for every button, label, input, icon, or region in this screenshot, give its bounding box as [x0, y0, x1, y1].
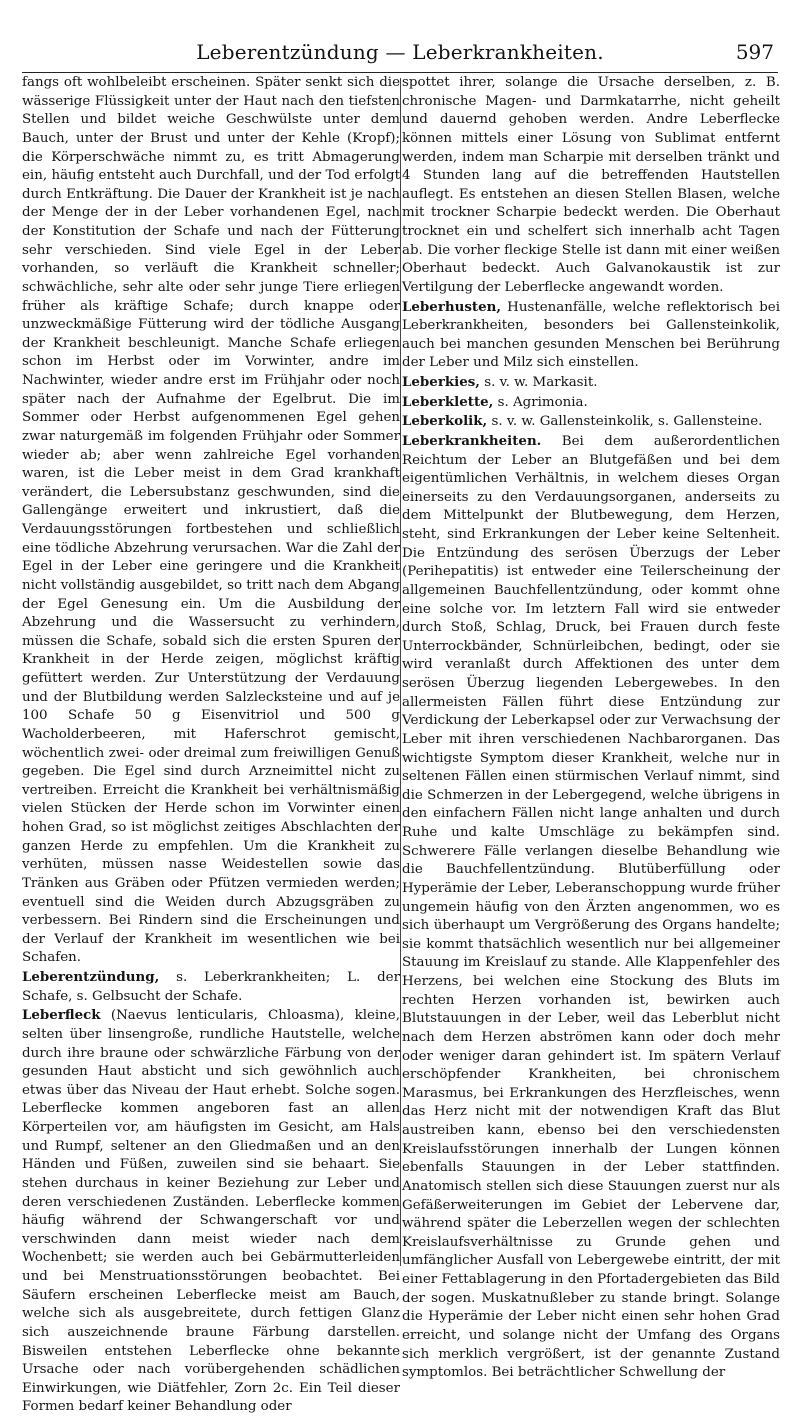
column-divider	[400, 78, 401, 1266]
headword: Leberentzündung,	[22, 969, 160, 985]
headword: Leberklette,	[402, 393, 494, 410]
headword: Leberkolik,	[402, 413, 488, 430]
entry-leberkrankheiten	[402, 432, 780, 1383]
running-title: Leberentzündung — Leberkrankheiten.	[196, 40, 604, 64]
entry-leberkies	[402, 373, 780, 393]
headword: Leberkrankheiten.	[402, 432, 542, 449]
entry-text: s. Agrimonia.	[493, 394, 588, 410]
left-column	[22, 74, 400, 1415]
entry-leberklette	[402, 393, 780, 413]
entry-leberkolik	[402, 412, 780, 432]
entry-text: s. v. w. Gallensteinkolik, s. Gallensteine.	[487, 414, 763, 430]
right-column	[402, 74, 780, 1381]
entry-text: s. v. w. Markasit.	[479, 375, 598, 390]
left-continuation-paragraph: fangs oft wohlbeleibt erscheinen. Später senkt sich die wässerige Flüssigkeit unter der Haut nach den tiefsten Stellen und bildet weiche Geschwülste unter dem Bauch, unter der Brust und unter der Kehle (Kropf); die Körperschwäche nimmt zu, es tritt Abmagerung ein, häufig entsteht auch Durchfall, und der Tod erfolgt durch Entkräftung. Die Dauer der Krankheit ist je nach der Menge der in der Leber vorhandenen Egel, nach der Konstitution der Schafe und nach der Fütterung sehr verschieden. Sind viele Egel in der Leber vorhanden, so verläuft die Krankheit schneller; schwächliche, sehr alte oder sehr junge Tiere erliegen früher als kräftige Schafe; durch knappe oder unzweckmäßige Fütterung wird der tödliche Ausgang der Krankheit beschleunigt. Manche Schafe erliegen schon im Herbst oder im Vorwinter, andre im Nachwinter, wieder andre erst im Frühjahr oder noch später nach der Aufnahme der Egelbrut. Die im Sommer oder Herbst aufgenommenen Egel gehen zwar naturgemäß im folgenden Frühjahr oder Sommer wieder ab; aber wenn zahlreiche Egel vorhanden waren, ist die Leber meist in dem Grad krankhaft verändert, die Lebersubstanz geschwunden, sind die Gallengänge erweitert und inkrustiert, daß die Verdauungsstörungen fortbestehen und schließlich eine tödliche Abzehrung verursachen. War die Zahl der Egel in der Leber eine geringere und die Krankheit nicht vollständig ausgebildet, so tritt nach dem Abgang der Egel Genesung ein. Um die Ausbildung der Abzehrung und die Wassersucht zu verhindern, müssen die Schafe, sobald sich die ersten Spuren der Krankheit in der Herde zeigen, möglichst kräftig gefüttert werden. Zur Unterstützung der Verdauung und der Blutbildung werden Salzlecksteine und auf je 100 Schafe 50 g Eisenvitriol und 500 g Wacholderbeeren, mit Haferschrot gemischt, wöchentlich zwei- oder dreimal zum freiwilligen Genuß gegeben. Die Egel sind durch Arzneimittel nicht zu vertreiben. Erreicht die Krankheit bei verhältnismäßig vielen Stücken der Herde schon im Vorwinter einen hohen Grad, so ist möglichst zeitiges Abschlachten der ganzen Herde zu empfehlen. Um die Krankheit zu verhüten, müssen nasse Weidestellen sowie das Tränken aus Gräben oder Pfützen vermieden werden; eventuell sind die Weiden durch Abzugsgräben zu verbessern. Bei Rindern sind die Erscheinungen und der Verlauf der Krankheit im wesentlichen wie bei Schafen.	[22, 75, 400, 966]
entry-text: (Naevus lenticularis, Chloasma), kleine, selten über linsengroße, rundliche Hautstelle, welche durch ihre braune oder schwärzliche Färbung von der gesunden Haut absticht und sich gewöhnlich auch etwas über das Niveau der Haut erhebt. Solche sogen. Leberflecke kommen angeboren fast an allen Körperteilen vor, am häufigsten im Gesicht, am Hals und Rumpf, seltener an den Gliedmaßen und an den Händen und Füßen, zuweilen sind sie behaart. Sie stehen durchaus in keiner Beziehung zur Leber und deren verschiedenen Zuständen. Leberflecke kommen häufig während der Schwangerschaft vor und verschwinden dann meist wieder nach dem Wochenbett; sie werden auch bei Gebärmutterleiden und bei Menstruationsstörungen beobachtet. Bei Säufern erscheinen Leberflecke meist am Bauch, welche sich als ausgebreitete, durch fettigen Glanz sich auszeichnende braune Färbung darstellen. Bisweilen entstehen Leberflecke ohne bekannte Ursache oder nach vorübergehenden schädlichen Einwirkungen, wie Diätfehler, Zorn 2c. Ein Teil dieser Formen bedarf keiner Behandlung oder	[22, 1008, 400, 1415]
right-continuation-paragraph: spottet ihrer, solange die Ursache derselben, z. B. chronische Magen- und Darmkatarrhe, nicht geheilt und dauernd gehoben werden. Andre Leberflecke können mittels einer Lösung von Sublimat entfernt werden, indem man Scharpie mit derselben tränkt und 4 Stunden lang auf die betreffenden Hautstellen auflegt. Es entstehen an diesen Stellen Blasen, welche mit trockner Scharpie bedeckt werden. Die Oberhaut trocknet ein und schelfert sich innerhalb acht Tagen ab. Die vorher fleckige Stelle ist dann mit einer weißen Oberhaut bedeckt. Auch Galvanokaustik ist zur Vertilgung der Leberflecke angewandt worden.	[402, 75, 780, 295]
entry-text: Hustenanfälle, welche reflektorisch bei Leberkrankheiten, besonders bei Gallensteinkolik, auch bei manchen gesunden Menschen bei Berührung der Leber und Milz sich einstellen.	[402, 299, 780, 371]
entry-text: Bei dem außerordentlichen Reichtum der Leber an Blutgefäßen und bei dem eigentümlichen Verhältnis, in welchem dieses Organ einerseits zu den Verdauungsorganen, anderseits zu dem Mittelpunkt der Blutbewegung, dem Herzen, steht, sind Erkrankungen der Leber keine Seltenheit. Die Entzündung des serösen Überzugs der Leber (Perihepatitis) ist entweder eine Teilerscheinung der allgemeinen Bauchfellentzündung, oder kommt ohne eine solche vor. Im letztern Fall wird sie entweder durch Stoß, Schlag, Druck, bei Frauen durch feste Unterrockbänder, Schnürleibchen, bedingt, oder sie wird veranlaßt durch Affektionen des unter dem serösen Überzug liegenden Lebergewebes. In den allermeisten Fällen führt diese Entzündung zur Verdickung der Leberkapsel oder zur Verwachsung der Leber mit ihren verschiedenen Nachbarorganen. Das wichtigste Symptom dieser Krankheit, welche nur in seltenen Fällen einen stürmischen Verlauf nimmt, sind die Schmerzen in der Lebergegend, welche übrigens in den einfachern Fällen nicht lange anhalten und durch Ruhe und kalte Umschläge zu bekämpfen sind. Schwerere Fälle verlangen dieselbe Behandlung wie die Bauchfellentzündung. Blutüberfüllung oder Hyperämie der Leber, Leberanschoppung wurde früher ungemein häufig von den Ärzten angenommen, wo es sich überhaupt um Vergrößerung des Organs handelte; sie kommt thatsächlich wesentlich nur bei allgemeiner Stauung im Kreislauf zu stande. Alle Klappenfehler des Herzens, bei welchen eine Stockung des Bluts im rechten Herzen vorhanden ist, bewirken auch Blutstauungen in der Leber, weil das Leberblut nicht nach dem Herzen abströmen kann oder doch mehr oder weniger daran gehindert ist. Im spätern Verlauf erschöpfender Krankheiten, bei chronischem Marasmus, bei Erkrankungen des Herzfleisches, wenn das Herz nicht mit der notwendigen Kraft das Blut austreiben kann, ebenso bei den verschiedensten Kreislaufsstörungen innerhalb der Lungen können ebenfalls Stauungen in der Leber stattfinden. Anatomisch stellen sich diese Stauungen zuerst nur als Gefäßerweiterungen im Gebiet der Lebervene dar, während später die Leberzellen wegen der schlechten Kreislaufsverhältnisse zu Grunde gehen und umfänglicher Ausfall von Lebergewebe eintritt, der mit einer Fettablagerung in den Pfortadergebieten das Bild der sogen. Muskatnußleber zu stande bringt. Solange die Hyperämie der Leber nicht einen sehr hohen Grad erreicht, und solange nicht der Umfang des Organs sich merklich vergrößert, ist der genannte Zustand symptomlos. Bei beträchtlicher Schwellung der	[402, 433, 780, 1381]
entry-text: s. Leberkrankheiten; L. der Schafe, s. Gelbsucht der Schafe.	[22, 970, 400, 1004]
entry-leberentzuendung	[22, 968, 400, 1006]
entry-leberhusten	[402, 298, 780, 374]
page-number: 597	[735, 40, 774, 64]
page-header	[22, 38, 778, 73]
headword: Leberhusten,	[402, 298, 501, 315]
entry-leberfleck	[22, 1006, 400, 1417]
headword: Leberkies,	[402, 374, 480, 390]
headword: Leberfleck	[22, 1007, 101, 1024]
